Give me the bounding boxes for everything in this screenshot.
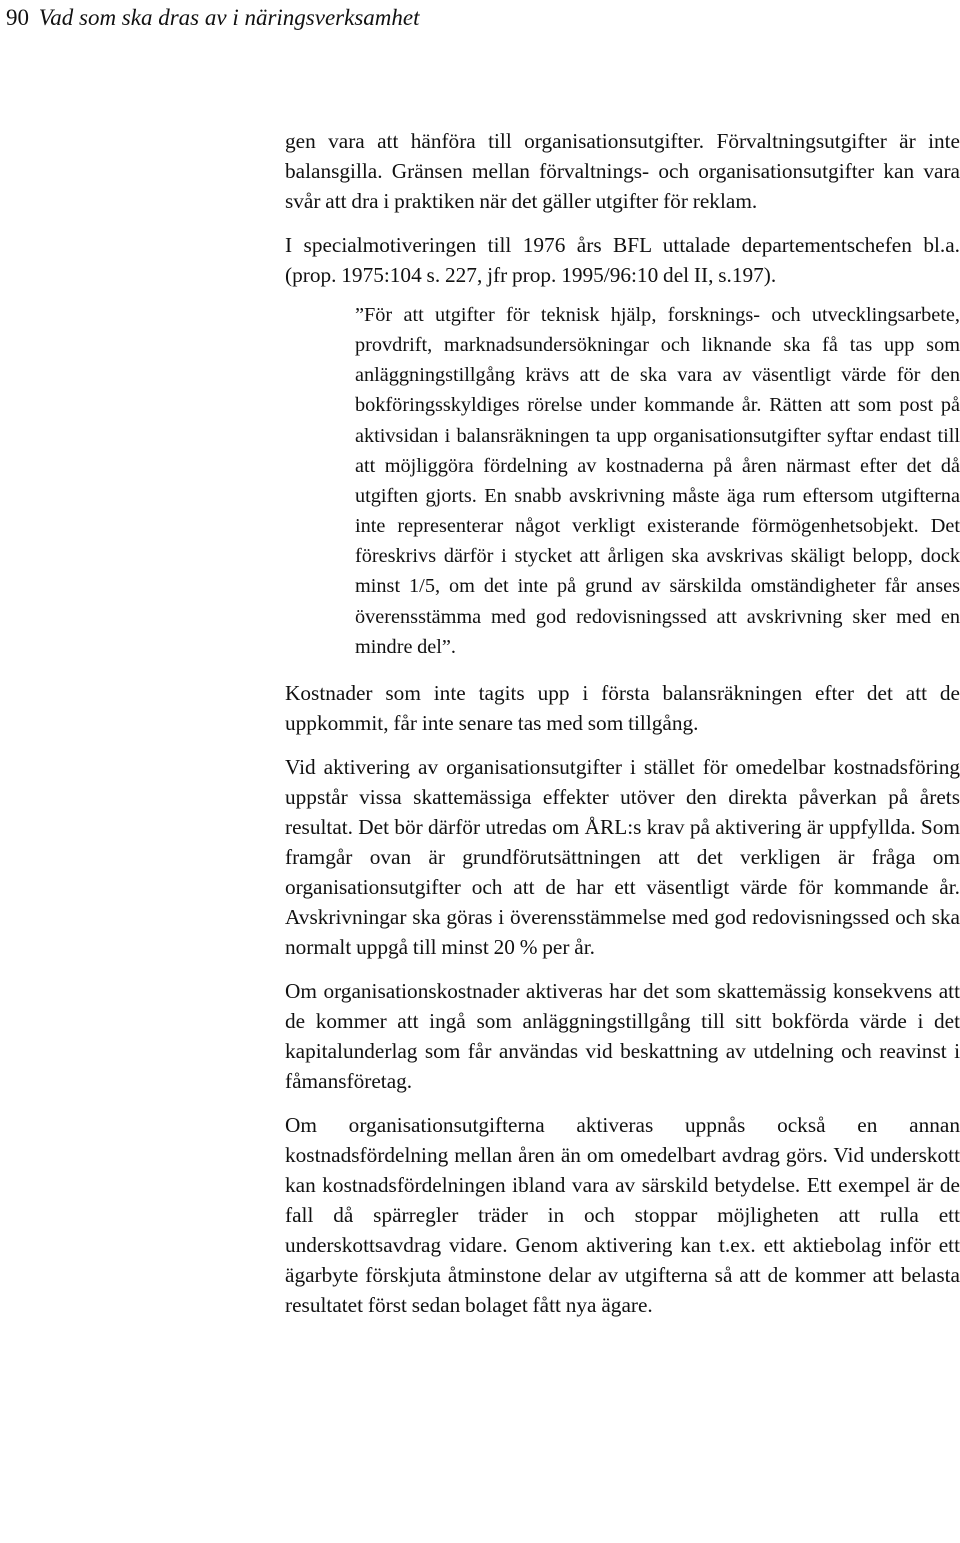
page-body bbox=[285, 126, 960, 1320]
paragraph-kostnader: Kostnader som inte tagits upp i första balansräkningen efter det att de uppkommit, får inte senare tas med som tillgång. bbox=[285, 680, 960, 735]
paragraph-aktivering: Vid aktivering av organisationsutgifter i stället för omedelbar kostnadsföring uppstår vissa skattemässiga effekter utöver den direkta påverkan på årets resultat. Det bör därför utredas om ÅRL:s krav på aktivering är uppfyllda. Som framgår ovan är grundförutsättningen att det verkligen är fråga om organisationsutgifter och att de har ett väsentligt värde för kommande år. Avskrivningar ska göras i överensstämmelse med god redovisningssed och ska normalt uppgå till minst 20 % per år. bbox=[285, 754, 960, 959]
block-quote: ”För att utgifter för teknisk hjälp, forsknings- och utvecklingsarbete, provdrift, marknadsundersökningar och liknande ska få tas upp som anläggningstillgång krävs att de ska vara av väsentligt värde för den bokföringsskyldiges rörelse under kommande år. Rätten att som post på aktivsidan i balansräkningen ta upp organisationsutgifter syftar endast till att möjliggöra fördelning av kostnaderna på åren närmast efter det då utgiften gjorts. En snabb avskrivning måste äga rum eftersom utgifterna inte representerar något verkligt existerande förmögenhetsobjekt. Det föreskrivs därför i stycket att årligen ska avskrivas skäligt belopp, dock minst 1/5, om det inte på grund av särskilda omständigheter får anses överensstämma med god redovisningssed att avskrivning sker med en mindre del”. bbox=[355, 304, 960, 658]
paragraph-kostnadsfordelning: Om organisationsutgifterna aktiveras uppnås också en annan kostnadsfördelning mellan åren än om omedelbart avdrag görs. Vid underskott kan kostnadsfördelningen ibland vara av särskild betydelse. Ett exempel är de fall då spärregler träder in och stoppar möjligheten att rulla ett underskottsavdrag vidare. Genom aktivering kan t.ex. ett aktiebolag inför ett ägarbyte förskjuta åtminstone delar av utgifterna så att de kommer att belasta resultatet först sedan bolaget fått nya ägare. bbox=[285, 1112, 960, 1317]
paragraph-specialmotivering: I specialmotiveringen till 1976 års BFL uttalade departementschefen bl.a. (prop. 1975:104 s. 227, jfr prop. 1995/96:10 del II, s.197). bbox=[285, 233, 960, 287]
page-header bbox=[6, 2, 420, 34]
page-number: 90 bbox=[6, 5, 29, 30]
paragraph-skattemassig-konsekvens: Om organisationskostnader aktiveras har det som skattemässig konsekvens att de kommer att ingå som anläggningstillgång till sitt bokförda värde i det kapitalunderlag som får användas vid beskattning av utdelning och reavinst i fåmansföretag. bbox=[285, 978, 960, 1093]
running-title: Vad som ska dras av i näringsverksamhet bbox=[38, 5, 420, 30]
paragraph-intro: gen vara att hänföra till organisationsutgifter. Förvaltningsutgifter är inte balansgilla. Gränsen mellan förvaltnings- och organisationsutgifter kan vara svår att dra i praktiken när det gäller utgifter för reklam. bbox=[285, 129, 960, 213]
